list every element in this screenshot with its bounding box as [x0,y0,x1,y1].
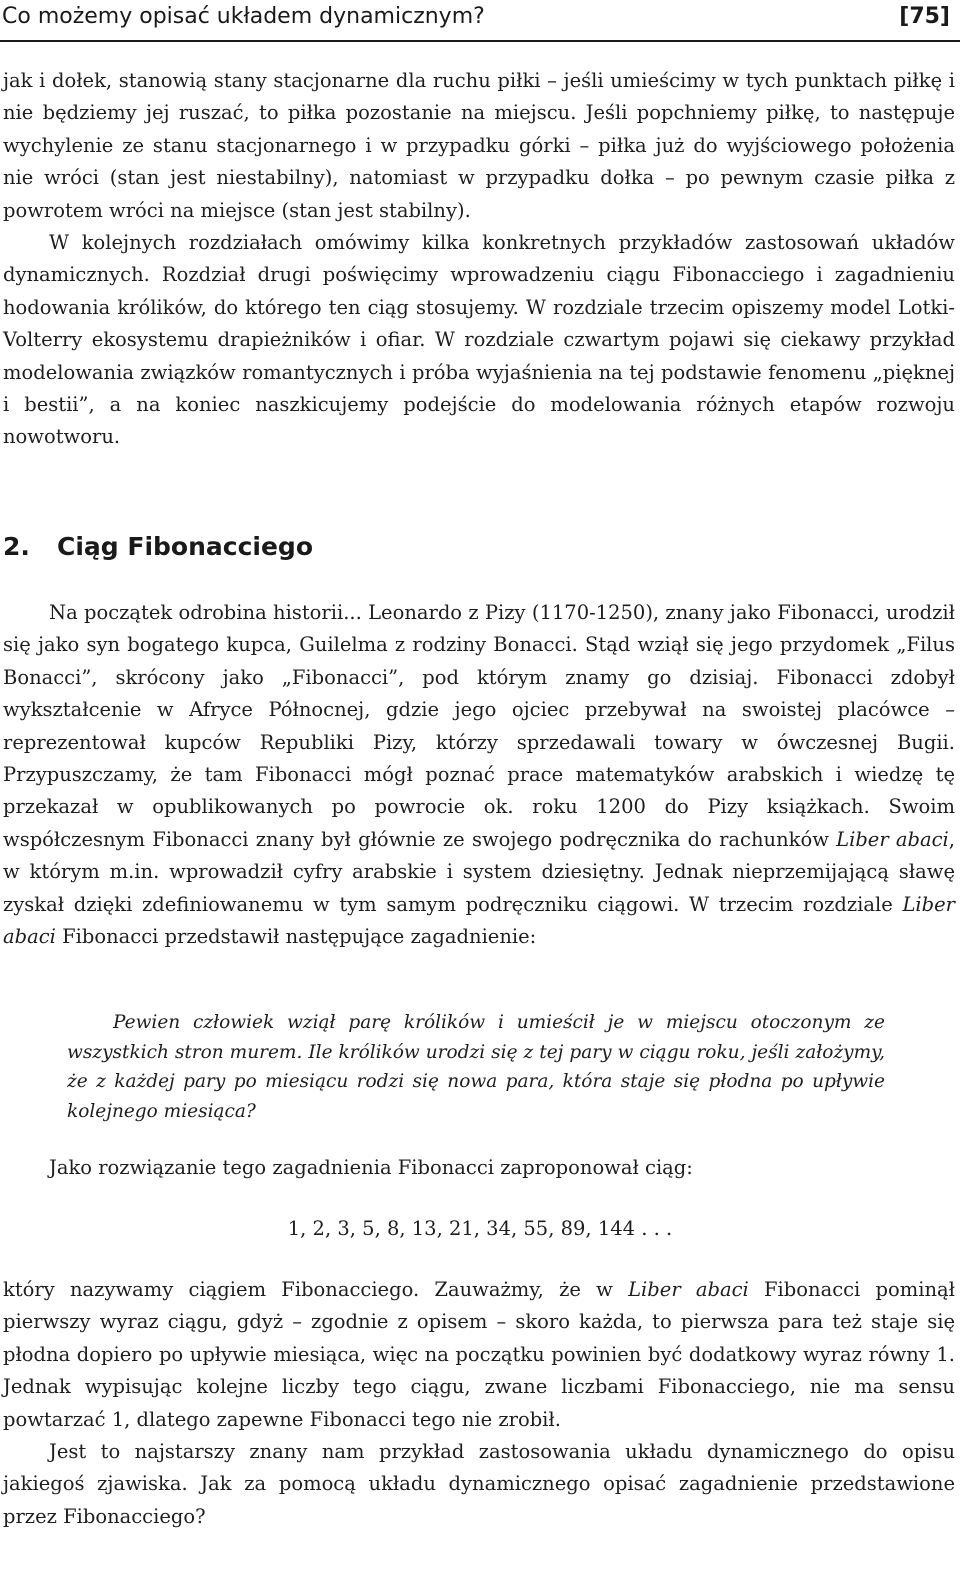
history-text-part-2: , w którym m.in. wprowadził cyfry arabskie i system dziesiętny. Jednak nieprzemijającą sławę zyskał dzięki zdefiniowanemu w tym samym podręczniku ciągowi. W trzecim rozdziale [3,827,955,916]
paragraph-chapter-overview: W kolejnych rozdziałach omówimy kilka konkretnych przykładów zastosowań układów dynamicznych. Rozdział drugi poświęcimy wprowadzeniu ciągu Fibonacciego i zagadnieniu hodowania królików, do którego ten ciąg stosujemy. W rozdziale trzecim opiszemy model Lotki-Volterry ekosystemu drapieżników i ofiar. W rozdziale czwartym pojawi się ciekawy przykład modelowania związków romantycznych i próba wyjaśnienia na tej podstawie fenomenu „pięknej i bestii”, a na koniec naszkicujemy podejście do modelowania różnych etapów rozwoju nowotworu. [3,231,955,449]
section-title: Ciąg Fibonacciego [57,532,314,561]
header-rule [0,40,960,42]
rabbit-problem-quote [67,1008,885,1126]
paragraph-fibonacci-history [3,597,955,953]
explanation-part-2: Fibonacci pominął pierwszy wyraz ciągu, gdyż – zgodnie z opisem – skoro każda, to pierwsza para też staje się płodna dopiero po upływie miesiąca, więc na początku powinien być dodatkowy wyraz równy 1. Jednak wypisując kolejne liczby tego ciągu, zwane liczbami Fibonacciego, nie ma sensu powtarzać 1, dlatego zapewne Fibonacci tego nie zrobił. [3,1278,955,1431]
fibonacci-sequence: 1, 2, 3, 5, 8, 13, 21, 34, 55, 89, 144 . . . [287,1217,673,1240]
closing-text-block [3,1274,955,1533]
section-heading [3,532,313,561]
explanation-part-1: który nazywamy ciągiem Fibonacciego. Zauważmy, że w [3,1278,629,1301]
running-header [0,0,960,45]
intro-text-block [3,65,955,454]
paragraph-sequence-explanation [3,1274,955,1436]
book-title-liber-abaci: Liber abaci [836,827,949,851]
paragraph-stationary-states: jak i dołek, stanowią stany stacjonarne dla ruchu piłki – jeśli umieścimy w tych punktach piłkę i nie będziemy jej ruszać, to piłka pozostanie na miejscu. Jeśli popchniemy piłkę, to następuje wychylenie ze stanu stacjonarnego i w przypadku górki – piłka już do wyjściowego położenia nie wróci (stan jest niestabilny), natomiast w przypadku dołka – po pewnym czasie piłka z powrotem wróci na miejsce (stan jest stabilny). [3,69,955,222]
book-title-liber-abaci-2: Liber abaci [3,892,955,949]
history-text-part-3: Fibonacci przedstawił następujące zagadnienie: [55,925,537,949]
fibonacci-history-block [3,597,955,953]
quote-text: Pewien człowiek wziął parę królików i umieścił je w miejscu otoczonym ze wszystkich stron murem. Ile królików urodzi się z tej pary w ciągu roku, jeśli założymy, że z każdej pary po miesiącu rodzi się nowa para, która staje się płodna po upływie kolejnego miesiąca? [67,1012,885,1122]
page-number: [75] [899,4,950,29]
section-number: 2. [3,532,30,561]
header-title: Co możemy opisać układem dynamicznym? [2,4,485,29]
book-title-liber-abaci-3: Liber abaci [628,1278,749,1301]
paragraph-closing-question: Jest to najstarszy znany nam przykład zastosowania układu dynamicznego do opisu jakiegoś zjawiska. Jak za pomocą układu dynamicznego opisać zagadnienie przedstawione przez Fibonacciego? [3,1440,955,1528]
sequence-lead-sentence: Jako rozwiązanie tego zagadnienia Fibonacci zaproponował ciąg: [49,1156,693,1179]
history-text-part-1: Na początek odrobina historii... Leonardo z Pizy (1170-1250), znany jako Fibonacci, urodził się jako syn bogatego kupca, Guilelma z rodziny Bonacci. Stąd wziął się jego przydomek „Filus Bonacci”, skrócony jako „Fibonacci”, pod którym znamy go dzisiaj. Fibonacci zdobył wykształcenie w Afryce Północnej, gdzie jego ojciec przebywał na swoistej placówce – reprezentował kupców Republiki Pizy, którzy sprzedawali towary w ówczesnej Bugii. Przypuszczamy, że tam Fibonacci mógł poznać prace matematyków arabskich i wiedzę tę przekazał w opublikowanych po powrocie ok. roku 1200 do Pizy książkach. Swoim współczesnym Fibonacci znany był głównie ze swojego podręcznika do rachunków [3,601,955,851]
